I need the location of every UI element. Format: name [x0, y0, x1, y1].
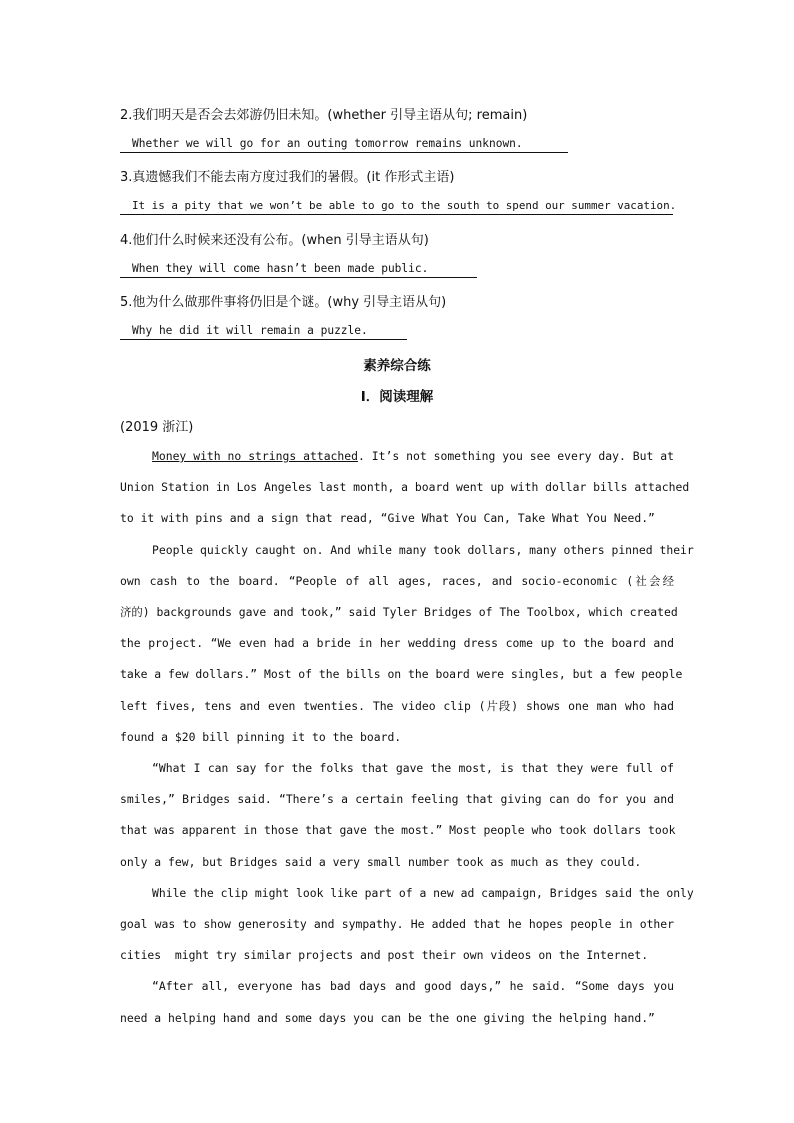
passage-line: the project. “We even had a bride in her wedding dress come up to the board and [120, 636, 674, 650]
passage-line: cities might try similar projects and post their own videos on the Internet. [120, 948, 649, 962]
passage-line: While the clip might look like part of a new ad campaign, Bridges said the only [152, 886, 694, 900]
subsection-title: I．阅读理解 [360, 389, 434, 405]
passage-line: “After all, everyone has bad days and good days,” he said. “Some days you [152, 979, 674, 993]
passage-line: own cash to the board. “People of all ages, races, and socio-economic (社会经 [120, 574, 674, 588]
passage-line: found a $20 bill pinning it to the board. [120, 730, 402, 744]
exercise-answer-4: When they will come hasn’t been made public. [120, 261, 477, 278]
exercise-answer-2: Whether we will go for an outing tomorrow remains unknown. [120, 136, 568, 153]
passage-line: left fives, tens and even twenties. The video clip (片段) shows one man who had [120, 699, 674, 713]
exercise-answer-5: Why he did it will remain a puzzle. [120, 323, 407, 340]
passage-line: Union Station in Los Angeles last month, a board went up with dollar bills attached [120, 480, 690, 494]
passage-line: take a few dollars.” Most of the bills on the board were singles, but a few people [120, 667, 683, 681]
passage-line: People quickly caught on. And while many took dollars, many others pinned their [152, 543, 694, 557]
exercise-question-4: 4.他们什么时候来还没有公布。(when 引导主语从句) [120, 233, 429, 248]
passage-line: that was apparent in those that gave the most.” Most people who took dollars took [120, 823, 676, 837]
passage-line: only a few, but Bridges said a very small number took as much as they could. [120, 855, 642, 869]
passage-line: smiles,” Bridges said. “There’s a certain feeling that giving can do for you and [120, 792, 674, 806]
passage-line: Money with no strings attached. It’s not something you see every day. But at [152, 449, 674, 463]
passage-line: “What I can say for the folks that gave the most, is that they were full of [152, 761, 674, 775]
section-title: 素养综合练 [363, 358, 431, 374]
passage-title-phrase: Money with no strings attached [152, 449, 358, 463]
source-label: (2019 浙江) [120, 420, 194, 435]
passage-line: goal was to show generosity and sympathy. He added that he hopes people in other [120, 917, 674, 931]
exercise-question-5: 5.他为什么做那件事将仍旧是个谜。(why 引导主语从句) [120, 295, 447, 310]
passage-line: 济的) backgrounds gave and took,” said Tyler Bridges of The Toolbox, which created [120, 605, 678, 619]
passage-line: need a helping hand and some days you can be the one giving the helping hand.” [120, 1011, 655, 1025]
exercise-question-2: 2.我们明天是否会去郊游仍旧未知。(whether 引导主语从句; remain) [120, 108, 528, 123]
exercise-answer-3: It is a pity that we won’t be able to go to the south to spend our summer vacation. [120, 198, 673, 215]
passage-line: to it with pins and a sign that read, “Give What You Can, Take What You Need.” [120, 511, 655, 525]
exercise-question-3: 3.真遗憾我们不能去南方度过我们的暑假。(it 作形式主语) [120, 170, 455, 185]
